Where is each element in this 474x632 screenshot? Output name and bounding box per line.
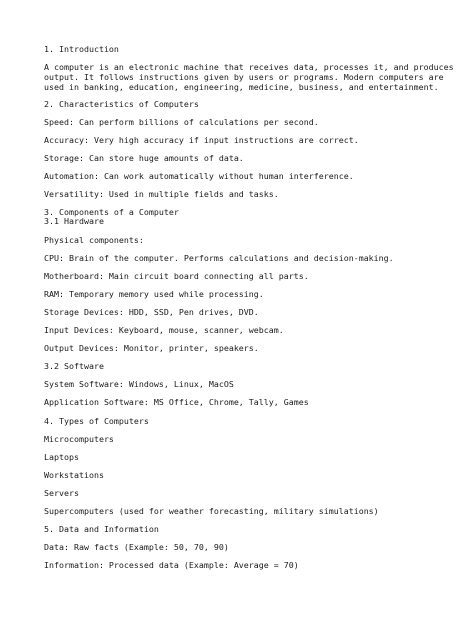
text-line: System Software: Windows, Linux, MacOS <box>44 379 234 389</box>
section-heading-data-information: 5. Data and Information <box>44 524 159 534</box>
section-heading-components: 3. Components of a Computer <box>44 207 179 217</box>
text-line: Motherboard: Main circuit board connecting all parts. <box>44 271 309 281</box>
text-line: Storage Devices: HDD, SSD, Pen drives, DVD. <box>44 307 259 317</box>
text-line: Physical components: <box>44 235 144 245</box>
paragraph-line: A computer is an electronic machine that receives data, processes it, and produces <box>44 62 454 72</box>
text-line: Versatility: Used in multiple fields and tasks. <box>44 189 279 199</box>
section-heading-characteristics: 2. Characteristics of Computers <box>44 99 199 109</box>
text-line: Microcomputers <box>44 434 114 444</box>
text-line: Automation: Can work automatically without human interference. <box>44 171 354 181</box>
text-line: Accuracy: Very high accuracy if input instructions are correct. <box>44 135 359 145</box>
paragraph-line: used in banking, education, engineering, medicine, business, and entertainment. <box>44 82 439 92</box>
text-line: Application Software: MS Office, Chrome, Tally, Games <box>44 397 309 407</box>
text-line: Supercomputers (used for weather forecasting, military simulations) <box>44 506 379 516</box>
section-heading-introduction: 1. Introduction <box>44 44 119 54</box>
subsection-heading-software: 3.2 Software <box>44 361 104 371</box>
text-line: Data: Raw facts (Example: 50, 70, 90) <box>44 542 229 552</box>
text-line: Storage: Can store huge amounts of data. <box>44 153 244 163</box>
text-line: Workstations <box>44 470 104 480</box>
section-heading-types: 4. Types of Computers <box>44 416 149 426</box>
text-line: Laptops <box>44 452 79 462</box>
paragraph-line: output. It follows instructions given by users or programs. Modern computers are <box>44 72 444 82</box>
text-line: Output Devices: Monitor, printer, speakers. <box>44 343 259 353</box>
subsection-heading-hardware: 3.1 Hardware <box>44 216 104 226</box>
text-line: CPU: Brain of the computer. Performs calculations and decision-making. <box>44 253 394 263</box>
text-line: Speed: Can perform billions of calculations per second. <box>44 117 319 127</box>
text-line: Input Devices: Keyboard, mouse, scanner, webcam. <box>44 325 284 335</box>
text-line: RAM: Temporary memory used while processing. <box>44 289 264 299</box>
text-line: Information: Processed data (Example: Average = 70) <box>44 560 299 570</box>
text-line: Servers <box>44 488 79 498</box>
